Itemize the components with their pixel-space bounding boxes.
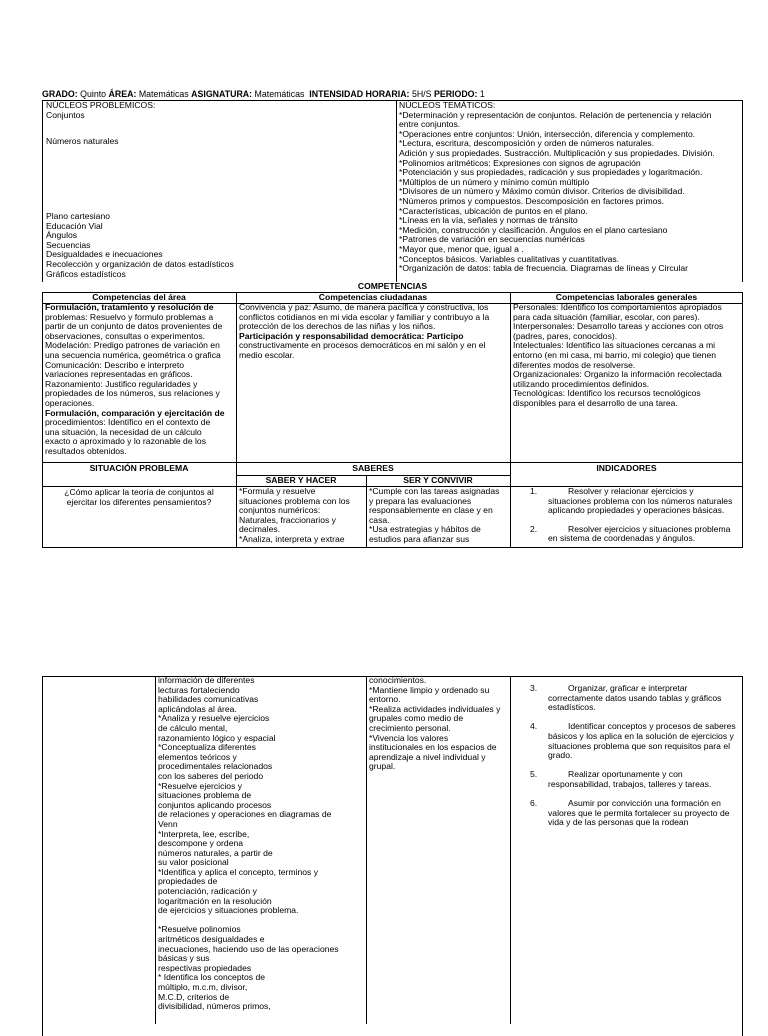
- indicador-line: básicos y los aplica en la solución de ejercicios y: [548, 730, 734, 741]
- saber-hacer-line: aplicándolas al área.: [158, 703, 237, 714]
- indicador-line: Organizar, graficar e interpretar: [568, 683, 688, 693]
- area-line: operaciones.: [45, 397, 95, 408]
- nucleo-item: Gráficos estadísticos: [46, 268, 126, 279]
- ciudadanas-line: medio escolar.: [239, 349, 295, 360]
- saber-hacer-line: procedimentales relacionados: [158, 761, 273, 772]
- saber-hacer-line: *Resuelve polinomios: [158, 924, 241, 935]
- ser-convivir-line: *Mantiene limpio y ordenado su: [369, 684, 490, 695]
- indicador-item: [530, 525, 732, 544]
- ser-convivir-cell-p1: [369, 487, 499, 545]
- indicadores-cell-p1: [530, 487, 732, 544]
- indicador-number: 4.: [530, 721, 538, 732]
- ciudadanas-line: protección de los derechos de las niñas y los niños.: [239, 321, 436, 332]
- laborales-line: (padres, pares, conocidos).: [513, 330, 618, 341]
- tematico-line: *Características, ubicación de puntos en el plano.: [399, 205, 588, 216]
- tematico-line: *Organización de datos: tabla de frecuencia. Diagramas de líneas y Circular: [399, 263, 688, 274]
- grado-value: Quinto: [80, 89, 107, 99]
- intensidad-value: 5H/S: [411, 89, 432, 99]
- ciudadanas-line: Participación y responsabilidad democrática: Participo: [239, 330, 464, 341]
- ciudadanas-line: conflictos cotidianos en mi vida escolar y familiar y contribuyo a la: [239, 311, 490, 322]
- ser-convivir-line: casa.: [369, 514, 390, 525]
- nucleo-item: Recolección y organización de datos estadísticos: [46, 258, 234, 269]
- saber-hacer-line: conjuntos aplicando procesos: [158, 799, 272, 810]
- area-line: Comunicación: Describo e interpreto: [45, 359, 184, 370]
- saber-hacer-line: descompone y ordena: [158, 838, 244, 849]
- indicador-item: [530, 799, 736, 828]
- nucleo-item: Plano cartesiano: [46, 211, 111, 221]
- ser-convivir-line: *Realiza actividades individuales y: [369, 703, 501, 714]
- indicador-number: 6.: [530, 798, 538, 809]
- indicador-number: 5.: [530, 769, 538, 780]
- ser-convivir-line: grupales como medio de: [369, 713, 464, 724]
- saber-hacer-line: *Analiza y resuelve ejercicios: [158, 713, 270, 724]
- indicador-line: Resolver ejercicios y situaciones problema: [568, 523, 731, 534]
- intensidad-label: INTENSIDAD HORARIA:: [309, 89, 410, 99]
- asignatura-label: ASIGNATURA:: [191, 89, 253, 99]
- situacion-problema-title: SITUACIÓN PROBLEMA: [89, 463, 189, 473]
- indicador-line: grado.: [548, 750, 573, 761]
- competencias-ciudadanas-title: Competencias ciudadanas: [318, 292, 428, 302]
- ser-convivir-line: crecimiento personal.: [369, 722, 451, 733]
- indicador-line: situaciones problema que son requisitos para el: [548, 740, 731, 751]
- laborales-line: Organizacionales: Organizo la información recolectada: [513, 369, 722, 380]
- indicador-item: [530, 487, 732, 516]
- saber-hacer-line: elementos teóricos y: [158, 751, 237, 762]
- laborales-line: Tecnológicas: Identifico los recursos tecnológicos: [513, 388, 701, 399]
- saber-hacer-line: *Analiza, interpreta y extrae: [239, 533, 345, 544]
- area-line: procedimientos: Identifico en el contexto de: [45, 417, 211, 428]
- situacion-problema-cell: [42, 488, 236, 507]
- laborales-line: Interpersonales: Desarrollo tareas y acciones con otros: [513, 321, 724, 332]
- tematico-line: *Mayor que, menor que, igual a .: [399, 243, 524, 254]
- area-line: una secuencia numérica, geométrica o grafica: [45, 349, 221, 360]
- tematico-line: *Operaciones entre conjuntos: Unión, intersección, diferencia y complemento.: [399, 128, 696, 139]
- ser-convivir-line: *Vivencia los valores: [369, 732, 449, 743]
- saber-hacer-line: *Identifica y aplica el concepto, terminos y: [158, 866, 319, 877]
- indicador-number: 1.: [530, 486, 538, 496]
- area-line: Formulación, comparación y ejercitación de: [45, 407, 225, 418]
- competencias-ciudadanas-cell: [239, 303, 489, 361]
- competencias-area-title: Competencias del área: [92, 292, 186, 302]
- saber-hacer-line: potenciación, radicación y: [158, 886, 257, 897]
- saber-hacer-line: decimales.: [239, 524, 281, 535]
- saber-hacer-line: logaritmación en la resolución: [158, 895, 272, 906]
- tematico-line: *Múltiplos de un número y mínimo común múltiplo: [399, 176, 590, 187]
- nucleo-item: Educación Vial: [46, 220, 103, 231]
- situacion-line: ¿Cómo aplicar la teoría de conjuntos al: [64, 487, 214, 497]
- laborales-line: para cada situación (familiar, escolar, con pares).: [513, 311, 700, 322]
- saber-hacer-line: Venn: [158, 818, 178, 829]
- indicador-line: situaciones problema con los números naturales: [548, 495, 733, 506]
- ser-convivir-line: grupal.: [369, 761, 396, 772]
- tematico-line: *Conceptos básicos. Variables cualitativas y cuantitativas.: [399, 253, 620, 264]
- ser-convivir-line: entorno.: [369, 694, 401, 705]
- saber-hacer-line: razonamiento lógico y espacial: [158, 732, 276, 743]
- area-label: ÁREA:: [108, 89, 137, 99]
- nucleos-problemicos-cell: [46, 101, 155, 120]
- saber-hacer-line: de ejercicios y situaciones problema.: [158, 905, 299, 916]
- area-value: Matemáticas: [138, 89, 189, 99]
- indicador-line: responsabilidad, trabajos, talleres y tareas.: [548, 778, 712, 789]
- ciudadanas-line: Convivencia y paz: Asumo, de manera pacífica y constructiva, los: [239, 302, 489, 312]
- indicador-number: 2.: [530, 523, 538, 534]
- tematico-line: *Números primos y compuestos. Descomposición en factores primos.: [399, 195, 665, 206]
- area-line: Modelación: Predigo patrones de variación en: [45, 340, 220, 351]
- indicador-item: [530, 722, 736, 760]
- header-line: [42, 89, 485, 99]
- indicadores-cell-p2: [530, 684, 736, 828]
- indicador-number: 3.: [530, 683, 538, 693]
- tematico-line: *Polinomios aritméticos: Expresiones con signos de agrupación: [399, 157, 641, 168]
- saber-hacer-cell-p1: [239, 487, 350, 545]
- tematico-line: Adición y sus propiedades. Sustracción. Multiplicación y sus propiedades. División.: [399, 147, 715, 158]
- saber-hacer-line: propiedades de: [158, 876, 218, 887]
- competencias-laborales-cell: [513, 303, 723, 409]
- tematico-line: *Medición, construcción y clasificación. Ángulos en el plano cartesiano: [399, 224, 668, 235]
- laborales-line: utilizando procedimientos definidos.: [513, 378, 650, 389]
- area-line: una situación, la necesidad de un cálculo: [45, 426, 202, 437]
- ser-convivir-line: responsablemente en clase y en: [369, 505, 493, 516]
- area-line: Formulación, tratamiento y resolución de: [45, 302, 214, 312]
- situacion-line: ejercitar los diferentes pensamientos?: [66, 496, 212, 507]
- tematico-line: *Líneas en la vía, señales y normas de tránsito: [399, 215, 578, 226]
- saber-hacer-line: *Resuelve ejercicios y: [158, 780, 243, 791]
- nucleo-item: Secuencias: [46, 239, 91, 250]
- ser-convivir-line: estudios para afianzar sus: [369, 533, 470, 544]
- area-line: exacto o aproximado y lo razonable de los: [45, 436, 206, 447]
- saber-hacer-line: *Interpreta, lee, escribe,: [158, 828, 250, 839]
- indicador-line: correctamente datos usando tablas y gráficos: [548, 692, 722, 703]
- competencias-laborales-title: Competencias laborales generales: [555, 292, 698, 302]
- saber-hacer-line: aritméticos desigualdades e: [158, 934, 265, 945]
- laborales-line: Personales: Identifico los comportamientos apropiados: [513, 302, 722, 312]
- saber-hacer-line: divisibilidad, números primos,: [158, 1001, 271, 1012]
- tematico-line: *Patrones de variación en secuencias numéricas: [399, 234, 585, 245]
- saber-hacer-line: con los saberes del periodo: [158, 770, 264, 781]
- laborales-line: Intelectuales: Identifico las situaciones cercanas a mi: [513, 340, 716, 351]
- saber-hacer-line: Naturales, fraccionarios y: [239, 514, 336, 525]
- saber-hacer-line: respectivas propiedades: [158, 962, 252, 973]
- ser-convivir-title: SER Y CONVIVIR: [403, 475, 473, 485]
- periodo-label: PERIODO:: [433, 89, 478, 99]
- nucleos-tematicos-cell: [399, 101, 715, 274]
- saber-hacer-line: información de diferentes: [158, 675, 255, 685]
- ser-convivir-line: *Usa estrategias y hábitos de: [369, 524, 481, 535]
- saber-hacer-line: de relaciones y operaciones en diagramas de: [158, 809, 332, 820]
- area-line: observaciones, consultas o experimentos.: [45, 330, 206, 341]
- saber-hacer-line: números naturales, a partir de: [158, 847, 273, 858]
- saber-hacer-line: básicas y sus: [158, 953, 210, 964]
- saber-hacer-line: *Conceptualiza diferentes: [158, 742, 256, 753]
- saber-hacer-line: situaciones problema de: [158, 790, 252, 801]
- saber-hacer-line: múltiplo, m.c.m, divisor,: [158, 982, 248, 992]
- saber-hacer-line: su valor posicional: [158, 857, 229, 868]
- tematico-line: *Divisores de un número y Máximo común divisor. Criterios de divisibilidad.: [399, 186, 685, 197]
- laborales-line: disponibles para el desarrollo de una tarea.: [513, 397, 678, 408]
- ser-convivir-line: *Cumple con las tareas asignadas: [369, 486, 500, 496]
- nucleo-item: Ángulos: [46, 230, 78, 241]
- indicador-item: [530, 684, 736, 713]
- nucleos-problemicos-lower: [46, 212, 234, 279]
- indicador-line: Resolver y relacionar ejercicios y: [568, 486, 694, 496]
- nucleo-item: Conjuntos: [46, 109, 85, 120]
- ser-convivir-line: aprendizaje a nivel individual y: [369, 751, 486, 762]
- saber-hacer-line: situaciones problema con los: [239, 495, 350, 506]
- area-line: Razonamiento: Justifico regularidades y: [45, 378, 198, 389]
- indicador-line: en sistema de coordenadas y ángulos.: [548, 533, 696, 544]
- saber-hacer-title: SABER Y HACER: [265, 475, 337, 485]
- nucleo-item: Desigualdades e inecuaciones: [46, 249, 163, 260]
- tematico-line: *Lectura, escritura, descomposición y orden de números naturales.: [399, 138, 655, 149]
- saber-hacer-line: inecuaciones, haciendo uso de las operaciones: [158, 943, 339, 954]
- area-line: resultados obtenidos.: [45, 445, 127, 456]
- tematico-line: *Potenciación y sus propiedades, radicación y sus propiedades y logaritmación.: [399, 167, 703, 178]
- saberes-title: SABERES: [352, 463, 394, 473]
- asignatura-value: Matemáticas: [254, 89, 305, 99]
- indicador-line: estadísticos.: [548, 702, 596, 713]
- indicador-line: aplicando propiedades y operaciones básicas.: [548, 505, 725, 516]
- saber-hacer-line: M.C.D, criterios de: [158, 991, 230, 1002]
- ser-convivir-line: conocimientos.: [369, 675, 427, 685]
- ser-convivir-line: y prepara las evaluaciones: [369, 495, 472, 506]
- nucleo-item: Números naturales: [46, 136, 119, 146]
- area-line: problemas: Resuelvo y formulo problemas a: [45, 311, 214, 322]
- indicador-line: Realizar oportunamente y con: [568, 769, 683, 780]
- indicador-line: Asumir por convicción una formación en: [568, 798, 721, 809]
- saber-hacer-line: *Formula y resuelve: [239, 486, 316, 496]
- periodo-value: 1: [479, 89, 485, 99]
- saber-hacer-line: lecturas fortaleciendo: [158, 684, 240, 695]
- area-line: propiedades de los números, sus relaciones y: [45, 388, 220, 399]
- area-line: partir de un conjunto de datos provenientes de: [45, 321, 223, 332]
- saber-hacer-cell-p2: [158, 676, 339, 1012]
- saber-hacer-line: * Identifica los conceptos de: [158, 972, 266, 983]
- competencias-title: COMPETENCIAS: [42, 282, 743, 292]
- laborales-line: diferentes modos de resolverse.: [513, 359, 636, 370]
- nucleos-tematicos-title: NÚCLEOS TEMÁTICOS:: [399, 100, 496, 110]
- indicador-line: vida y de las personas que la rodean: [548, 817, 689, 828]
- indicador-line: Identificar conceptos y procesos de saberes: [568, 721, 736, 732]
- laborales-line: entorno (en mi casa, mi barrio, mi colegio) que tienen: [513, 349, 717, 360]
- tematico-line: entre conjuntos.: [399, 119, 461, 130]
- saber-hacer-line: de cálculo mental,: [158, 722, 228, 733]
- ser-convivir-cell-p2: [369, 676, 500, 772]
- saber-hacer-line: conjuntos numéricos:: [239, 505, 321, 516]
- nucleos-problemicos-title: NÚCLEOS PROBLEMICOS:: [46, 100, 156, 110]
- indicadores-title: INDICADORES: [596, 463, 657, 473]
- competencias-area-cell: [45, 303, 233, 457]
- indicador-item: [530, 770, 736, 789]
- saber-hacer-line: habilidades comunicativas: [158, 694, 259, 705]
- tematico-line: *Determinación y representación de conjuntos. Relación de pertenencia y relación: [399, 109, 712, 120]
- area-line: variaciones representadas en gráficos.: [45, 369, 193, 380]
- ciudadanas-line: constructivamente en procesos democráticos en mi salón y en el: [239, 340, 486, 351]
- grado-label: GRADO:: [42, 89, 78, 99]
- ser-convivir-line: institucionales en los espacios de: [369, 742, 497, 753]
- indicador-line: valores que le permita fortalecer su proyecto de: [548, 807, 730, 818]
